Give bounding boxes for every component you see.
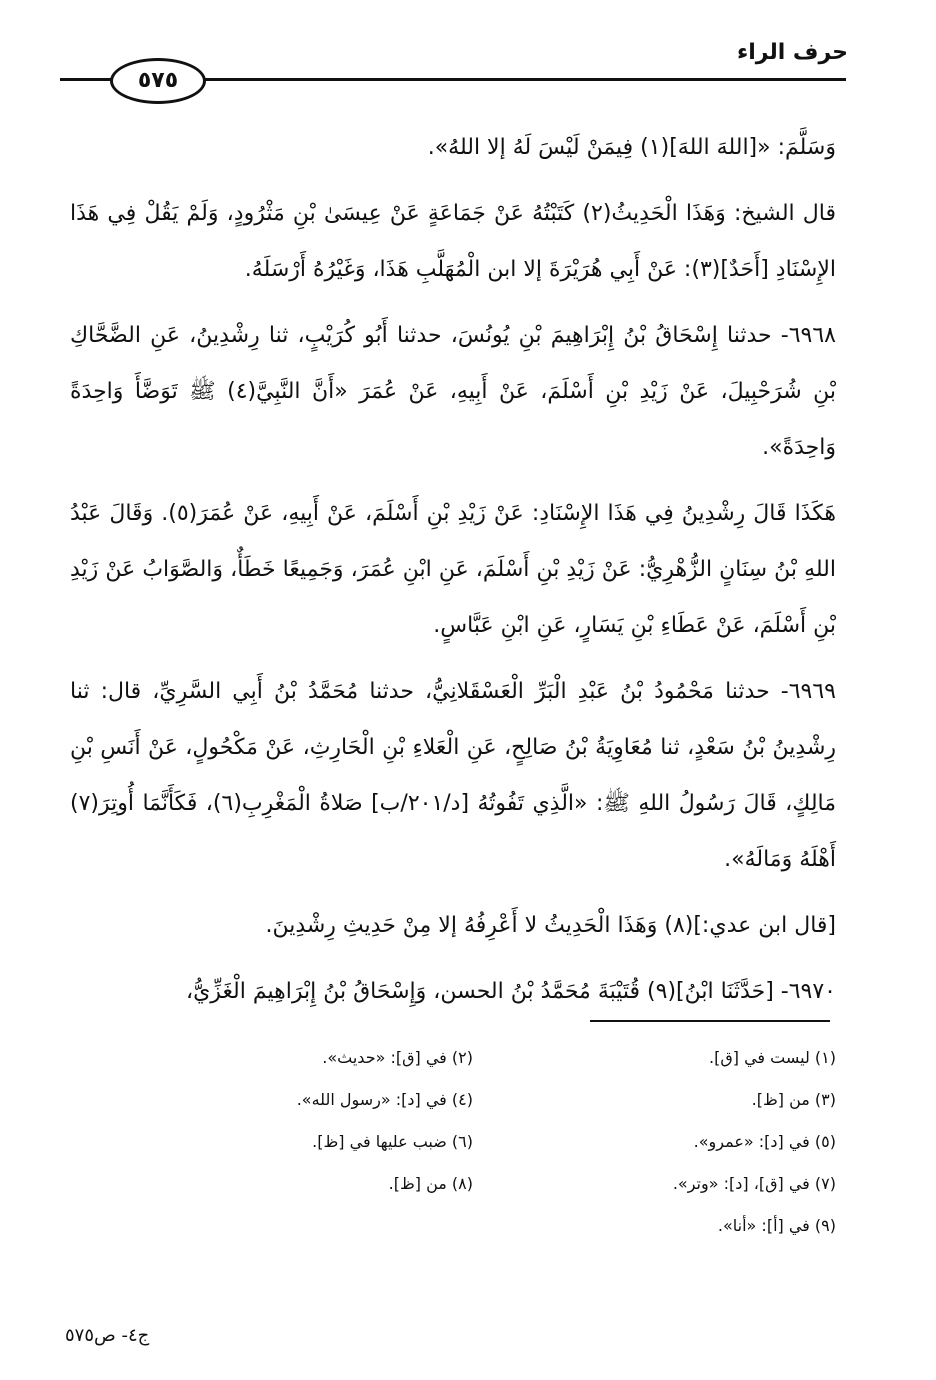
footnote-8: (٨) من [ظ].: [388, 1174, 473, 1193]
hadith-6970: ٦٩٧٠- [حَدَّثَنَا ابْنُ](٩) قُتَيْبَةَ مُحَمَّدُ بْنُ الحسن، وَإِسْحَاقُ بْنُ إِبْرَاهِيمَ الْغَزِّيُّ،: [185, 979, 836, 1004]
footnotes: [150, 1042, 836, 1242]
footnote-3: (٣) من [ظ].: [751, 1090, 836, 1109]
main-text: [70, 120, 836, 1030]
paragraph: [قال ابن عدي:](٨) وَهَذَا الْحَدِيثُ لا أَعْرِفُهُ إلا مِنْ حَدِيثِ رِشْدِينَ.: [265, 913, 836, 938]
page-reference: ج٤- ص٥٧٥: [65, 1325, 150, 1346]
footnote-7: (٧) في [ق]، [د]: «وتر».: [672, 1174, 836, 1193]
chapter-title: حرف الراء: [736, 40, 848, 65]
footnote-2: (٢) في [ق]: «حديث».: [322, 1048, 473, 1067]
footnote-9: (٩) في [أ]: «أنا».: [717, 1216, 836, 1235]
paragraph: وَسَلَّمَ: «[اللهَ اللهَ](١) فِيمَنْ لَيْسَ لَهُ إلا اللهُ».: [427, 135, 836, 160]
paragraph: هَكَذَا قَالَ رِشْدِينُ فِي هَذَا الإِسْنَادِ: عَنْ زَيْدِ بْنِ أَسْلَمَ، عَنْ أَبِيهِ، عَنْ عُمَرَ(٥). وَقَالَ عَبْدُ اللهِ بْنُ سِنَانٍ الزُّهْرِيُّ: عَنْ زَيْدِ بْنِ أَسْلَمَ، عَنِ ابْنِ عُمَرَ، وَجَمِيعًا خَطَأٌ، وَالصَّوَابُ عَنْ زَيْدِ بْنِ أَسْلَمَ، عَنْ عَطَاءِ بْنِ يَسَارٍ، عَنِ ابْنِ عَبَّاسٍ.: [70, 501, 836, 638]
page-number: ٥٧٥: [110, 58, 206, 104]
footnote-separator: [590, 1020, 830, 1022]
paragraph: قال الشيخ: وَهَذَا الْحَدِيثُ(٢) كَتَبْتُهُ عَنْ جَمَاعَةٍ عَنْ عِيسَىٰ بْنِ مَثْرُودٍ، وَلَمْ يَقُلْ فِي هَذَا الإِسْنَادِ [أَحَدٌ](٣): عَنْ أَبِي هُرَيْرَةَ إلا ابن الْمُهَلَّبِ هَذَا، وَغَيْرُهُ أَرْسَلَهُ.: [70, 201, 837, 282]
hadith-6968: ٦٩٦٨- حدثنا إِسْحَاقُ بْنُ إِبْرَاهِيمَ بْنِ يُونُسَ، حدثنا أَبُو كُرَيْبٍ، ثنا رِشْدِينُ، عَنِ الضَّحَّاكِ بْنِ شُرَحْبِيلَ، عَنْ زَيْدِ بْنِ أَسْلَمَ، عَنْ أَبِيهِ، عَنْ عُمَرَ «أَنَّ النَّبِيَّ(٤) ﷺ تَوَضَّأَ وَاحِدَةً وَاحِدَةً».: [70, 323, 837, 460]
footnote-5: (٥) في [د]: «عمرو».: [693, 1132, 836, 1151]
footnote-1: (١) ليست في [ق].: [709, 1048, 836, 1067]
footnote-6: (٦) ضبب عليها في [ظ].: [312, 1132, 473, 1151]
footnote-4: (٤) في [د]: «رسول الله».: [296, 1090, 473, 1109]
hadith-6969: ٦٩٦٩- حدثنا مَحْمُودُ بْنُ عَبْدِ الْبَرِّ الْعَسْقَلانِيُّ، حدثنا مُحَمَّدُ بْنُ أَبِي السَّرِيِّ، قال: ثنا رِشْدِينُ بْنُ سَعْدٍ، ثنا مُعَاوِيَةُ بْنُ صَالِحٍ، عَنِ الْعَلاءِ بْنِ الْحَارِثِ، عَنْ مَكْحُولٍ، عَنْ أَنَسِ بْنِ مَالِكٍ، قَالَ رَسُولُ اللهِ ﷺ: «الَّذِي تَفُوتُهُ [د/٢٠١/ب] صَلاةُ الْمَغْرِبِ(٦)، فَكَأَنَّمَا أُوتِرَ(٧) أَهْلَهُ وَمَالَهُ».: [70, 679, 837, 872]
